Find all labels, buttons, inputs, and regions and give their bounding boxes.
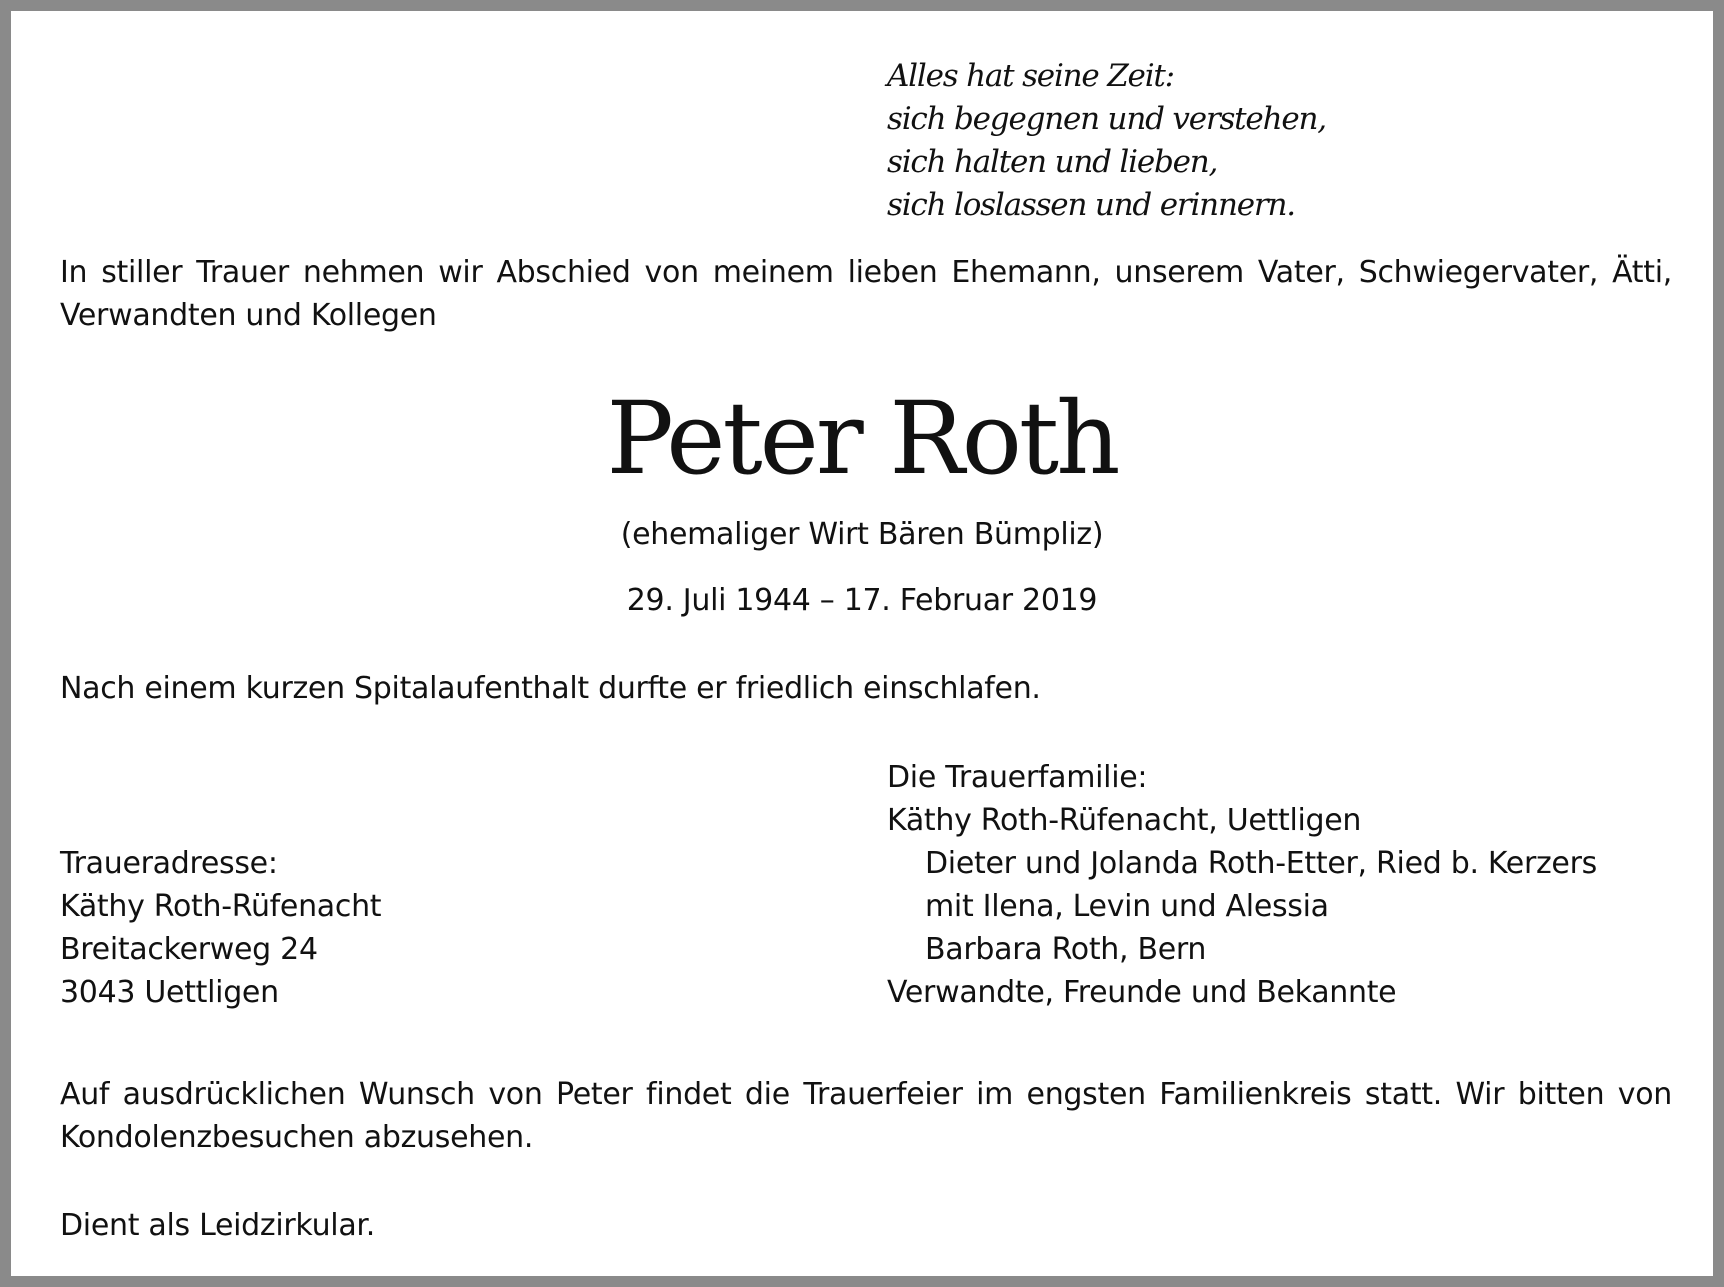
family-member: Käthy Roth-Rüfenacht, Uettligen	[887, 803, 1362, 838]
intro-paragraph	[60, 251, 1672, 337]
motto-poem	[887, 55, 1326, 227]
family-member: mit Ilena, Levin und Alessia	[925, 889, 1329, 924]
obituary-page	[11, 11, 1713, 1276]
family-member: Verwandte, Freunde und Bekannte	[887, 975, 1397, 1010]
motto-line: sich loslassen und erinnern.	[887, 187, 1295, 223]
family-list	[887, 756, 1597, 1014]
mourning-address	[60, 842, 381, 1014]
motto-line: Alles hat seine Zeit:	[887, 58, 1174, 94]
ceremony-line-1: Auf ausdrücklichen Wunsch von Peter findet die Trauerfeier im engsten Familienkreis statt. Wir bitten von	[60, 1077, 1672, 1112]
address-heading: Traueradresse:	[60, 846, 278, 881]
address-line: Käthy Roth-Rüfenacht	[60, 889, 382, 924]
ceremony-line-2: Kondolenzbesuchen abzusehen.	[60, 1120, 534, 1155]
intro-line-1: In stiller Trauer nehmen wir Abschied von meinem lieben Ehemann, unserem Vater, Schwiegervater, Ätti,	[60, 255, 1672, 290]
motto-line: sich begegnen und verstehen,	[887, 101, 1326, 137]
ceremony-paragraph	[60, 1073, 1672, 1159]
life-dates: 29. Juli 1944 – 17. Februar 2019	[626, 583, 1098, 618]
family-member: Dieter und Jolanda Roth-Etter, Ried b. Kerzers	[925, 846, 1597, 881]
passing-note: Nach einem kurzen Spitalaufenthalt durfte er friedlich einschlafen.	[60, 671, 1041, 706]
deceased-description: (ehemaliger Wirt Bären Bümpliz)	[620, 517, 1104, 552]
motto-line: sich halten und lieben,	[887, 144, 1218, 180]
family-heading: Die Trauerfamilie:	[887, 760, 1148, 795]
deceased-name: Peter Roth	[606, 380, 1118, 497]
intro-line-2: Verwandten und Kollegen	[60, 298, 437, 333]
address-line: Breitackerweg 24	[60, 932, 318, 967]
footer-note: Dient als Leidzirkular.	[60, 1208, 375, 1243]
family-member: Barbara Roth, Bern	[925, 932, 1207, 967]
address-line: 3043 Uettligen	[60, 975, 279, 1010]
